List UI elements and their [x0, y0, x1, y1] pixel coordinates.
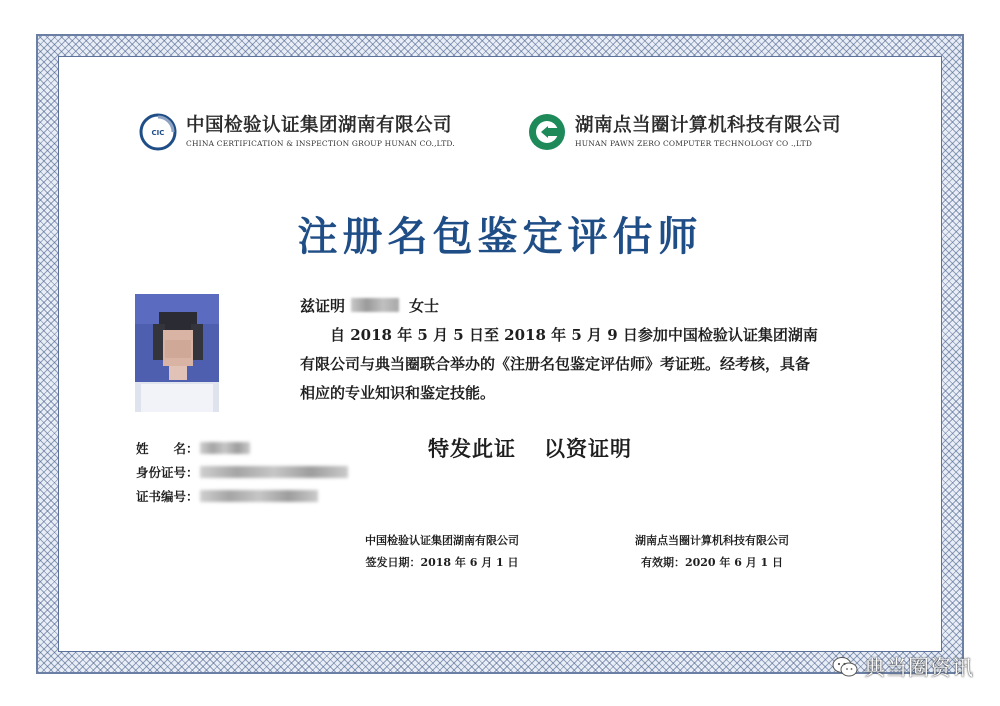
- holder-line: [300, 292, 860, 321]
- source-watermark: [832, 652, 974, 682]
- redacted-name-value: [200, 442, 250, 454]
- issue-date: 签发日期：2018 年 6 月 1 日: [365, 556, 519, 569]
- grant-statement: [428, 433, 632, 463]
- pawn-issuer-logo: [527, 112, 841, 152]
- id-field: [136, 463, 348, 481]
- holder-title: 女士: [409, 297, 440, 315]
- cic-logo-letters: CIC: [151, 129, 165, 137]
- body-line-3: 相应的专业知识和鉴定技能。: [300, 384, 496, 402]
- left-org: 中国检验认证集团湖南有限公司: [365, 534, 519, 547]
- certify-prefix: 兹证明: [300, 297, 346, 315]
- grant-text-2: 以资证明: [544, 436, 632, 461]
- body-line-2: 有限公司与典当圈联合举办的《注册名包鉴定评估师》考证班。经考核，具备: [300, 355, 811, 373]
- certificate-body: [300, 292, 860, 408]
- redacted-holder-name: [351, 298, 399, 312]
- right-signature: [612, 530, 812, 574]
- redacted-id-value: [200, 466, 348, 478]
- pawn-name-cn: 湖南点当圈计算机科技有限公司: [575, 115, 842, 136]
- cert-no-field: [136, 487, 318, 505]
- cert-no-label: 证书编号：: [136, 489, 199, 504]
- pawn-name-en: HUNAN PAWN ZERO COMPUTER TECHNOLOGY CO .,LTD: [575, 138, 813, 148]
- pawn-logo-icon: [527, 112, 567, 152]
- body-line-1: 自 2018 年 5 月 5 日至 2018 年 5 月 9 日参加中国检验认证集团湖南: [330, 326, 818, 344]
- name-field: [136, 439, 250, 457]
- watermark-text: 典当圈资讯: [864, 656, 974, 680]
- certificate-title: 注册名包鉴定评估师: [297, 213, 703, 260]
- wechat-icon: [832, 656, 858, 678]
- right-org: 湖南点当圈计算机科技有限公司: [635, 534, 789, 547]
- holder-photo: [135, 294, 219, 412]
- cic-name-cn: 中国检验认证集团湖南有限公司: [186, 115, 453, 136]
- left-signature: [342, 530, 542, 574]
- cic-name-en: CHINA CERTIFICATION & INSPECTION GROUP HUNAN CO.,LTD.: [186, 138, 455, 148]
- name-label: 姓 名：: [136, 441, 199, 456]
- id-label: 身份证号：: [136, 465, 199, 480]
- cic-logo-icon: [138, 112, 178, 152]
- valid-until: 有效期：2020 年 6 月 1 日: [640, 556, 784, 569]
- grant-text-1: 特发此证: [428, 436, 516, 461]
- redacted-cert-no-value: [200, 490, 318, 502]
- cic-issuer-logo: [138, 112, 455, 152]
